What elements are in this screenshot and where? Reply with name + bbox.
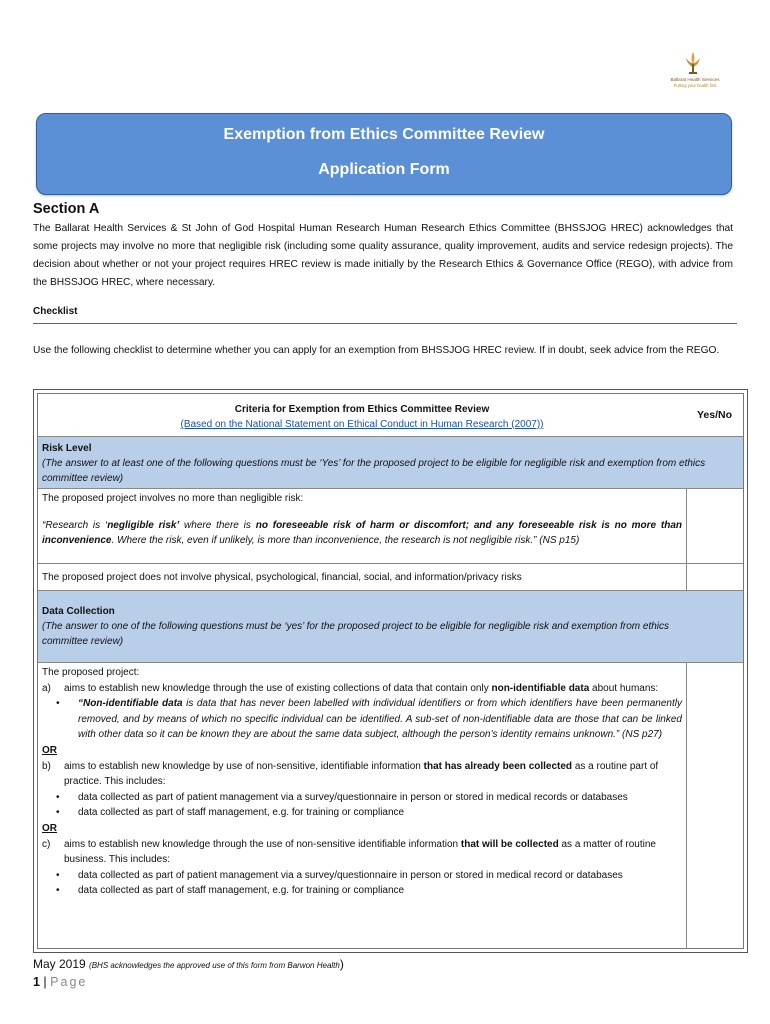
negligible-risk-quote — [42, 518, 682, 548]
option-b-marker: b) — [42, 760, 51, 772]
option-a-text-bold: non-identifiable data — [491, 682, 590, 694]
data-collection-question — [42, 665, 682, 899]
page-separator: | — [39, 975, 51, 989]
data-collection-heading-row — [38, 591, 743, 663]
option-c-text-1: aims to establish new knowledge through the use of non-sensitive identifiable information — [64, 838, 461, 850]
heading-rule — [33, 323, 737, 324]
criteria-table-inner — [37, 393, 744, 949]
bullet-icon: • — [56, 885, 60, 897]
table-row — [38, 489, 743, 564]
criteria-table — [33, 389, 748, 953]
option-b-bullet-2 — [42, 805, 682, 821]
form-title: Exemption from Ethics Committee Review — [223, 126, 545, 143]
option-c-bullet-2-text: data collected as part of staff management, e.g. for training or compliance — [78, 885, 405, 897]
page-label: Page — [50, 975, 88, 989]
footer-note-close: ) — [339, 957, 344, 971]
risk-level-title: Risk Level — [42, 443, 92, 454]
option-b — [42, 759, 682, 790]
table-header-cell — [42, 402, 682, 432]
data-collection-note: (The answer to one of the following questions must be ‘yes’ for the proposed project to be eligible for negligible risk and exemption from ethics committee review) — [42, 621, 670, 647]
option-c-text-2: as a matter of routine business. This includes: — [64, 838, 656, 866]
option-a-bullet-bold: “Non-identifiable data — [78, 698, 183, 710]
or-separator-2: OR — [42, 822, 57, 834]
risk-level-heading-cell — [42, 441, 714, 486]
logo-name: Ballarat Health Services — [670, 77, 720, 82]
footer-date-line — [33, 957, 344, 971]
bullet-icon: • — [56, 869, 60, 881]
page-number-line — [33, 975, 87, 989]
option-c-marker: c) — [42, 838, 51, 850]
quote-part-a: “Research is ‘ — [42, 520, 108, 531]
yes-no-divider — [686, 663, 687, 948]
criteria-heading: Criteria for Exemption from Ethics Committee Review — [234, 404, 490, 415]
bullet-icon: • — [56, 791, 60, 803]
risk-question-2: The proposed project does not involve physical, psychological, financial, social, and information/privacy risks — [42, 572, 522, 583]
data-collection-heading-cell — [42, 604, 714, 649]
form-title-banner — [36, 113, 732, 195]
risk-level-note: (The answer to at least one of the following questions must be ‘Yes’ for the proposed project to be eligible for negligible risk and exemption from ethics committee review) — [42, 458, 706, 484]
checklist-instruction: Use the following checklist to determine whether you can apply for an exemption from BHSSJOG HREC review. If in doubt, seek advice from the REGO. — [33, 345, 720, 356]
table-row — [38, 663, 743, 948]
option-b-bullet-1 — [42, 790, 682, 806]
option-a-text-2: about humans: — [589, 682, 659, 694]
ballarat-health-logo — [664, 50, 724, 92]
yes-no-divider — [686, 564, 687, 591]
option-b-text-bold: that has already been collected — [423, 760, 573, 772]
page-number: 1 — [33, 975, 40, 989]
footer-date: May 2019 — [33, 957, 86, 971]
risk-level-heading-row — [38, 437, 743, 489]
checklist-heading: Checklist — [33, 306, 78, 317]
data-collection-title: Data Collection — [42, 606, 115, 617]
risk-q1-intro: The proposed project involves no more than negligible risk: — [42, 493, 304, 504]
yes-no-column-header: Yes/No — [696, 409, 733, 421]
intro-paragraph: The Ballarat Health Services & St John of God Hospital Human Research Human Research Ethics Committee (BHSSJOG HREC) acknowledges that some projects may involve no more that negligible risk (including some quality assurance, quality improvement, audits and service redesign projects). The decision about whether or not your project requires HREC review is made initially by the Research Ethics & Governance Office (REGO), with advice from the BHSSJOG HREC, where necessary. — [33, 223, 733, 288]
option-c-bullet-1 — [42, 868, 682, 884]
option-a-marker: a) — [42, 682, 51, 694]
option-c-bullet-2 — [42, 883, 682, 899]
option-c-bullet-1-text: data collected as part of patient management via a survey/questionnaire in person or stored in medical record or databases — [78, 869, 623, 881]
quote-part-e: . Where the risk, even if unlikely, is more than inconvenience, the research is not negligible risk.” (NS p15) — [111, 535, 580, 546]
bullet-icon: • — [56, 698, 60, 710]
quote-part-c: where there is — [179, 520, 256, 531]
logo-tagline: Putting your health first — [673, 83, 717, 88]
table-header-row — [38, 394, 743, 437]
option-a — [42, 681, 682, 697]
data-intro: The proposed project: — [42, 667, 140, 678]
option-c — [42, 837, 682, 868]
form-subtitle: Application Form — [318, 161, 450, 178]
section-title: Section A — [33, 201, 100, 217]
footer-note: (BHS acknowledges the approved use of this form from Barwon Health — [89, 961, 340, 970]
option-a-bullet — [42, 696, 682, 743]
risk-question-1 — [42, 491, 682, 548]
option-b-text-1: aims to establish new knowledge by use of non-sensitive, identifiable information — [64, 760, 424, 772]
national-statement-link[interactable]: (Based on the National Statement on Ethical Conduct in Human Research (2007)) — [180, 419, 544, 430]
table-row — [38, 564, 743, 591]
or-separator-1: OR — [42, 744, 57, 756]
option-b-bullet-1-text: data collected as part of patient management via a survey/questionnaire in person or stored in medical records or databases — [78, 791, 628, 803]
option-c-text-bold: that will be collected — [460, 838, 559, 850]
quote-part-b: negligible risk’ — [107, 520, 180, 531]
logo-emblem-icon — [682, 50, 704, 76]
option-a-bullet-rest: is data that has never been labelled with individual identifiers or from which identifiers have been permanently removed, and by means of which no specific individual can be identified. A sub-set of non-identifiable data are those that can be linked with other data so it can be known they are about the same data subject, although the person’s identity remains unknown.” (NS p27) — [78, 698, 682, 741]
option-a-text-1: aims to establish new knowledge through the use of existing collections of data that contain only — [64, 682, 492, 694]
option-b-text-2: as a routine part of practice. This includes: — [64, 760, 659, 788]
bullet-icon: • — [56, 807, 60, 819]
yes-no-divider — [686, 489, 687, 564]
option-b-bullet-2-text: data collected as part of staff management, e.g. for training or compliance — [78, 807, 405, 819]
quote-part-d: no foreseeable risk of harm or discomfort; and any foreseeable risk is no more than inconvenience — [42, 520, 682, 546]
